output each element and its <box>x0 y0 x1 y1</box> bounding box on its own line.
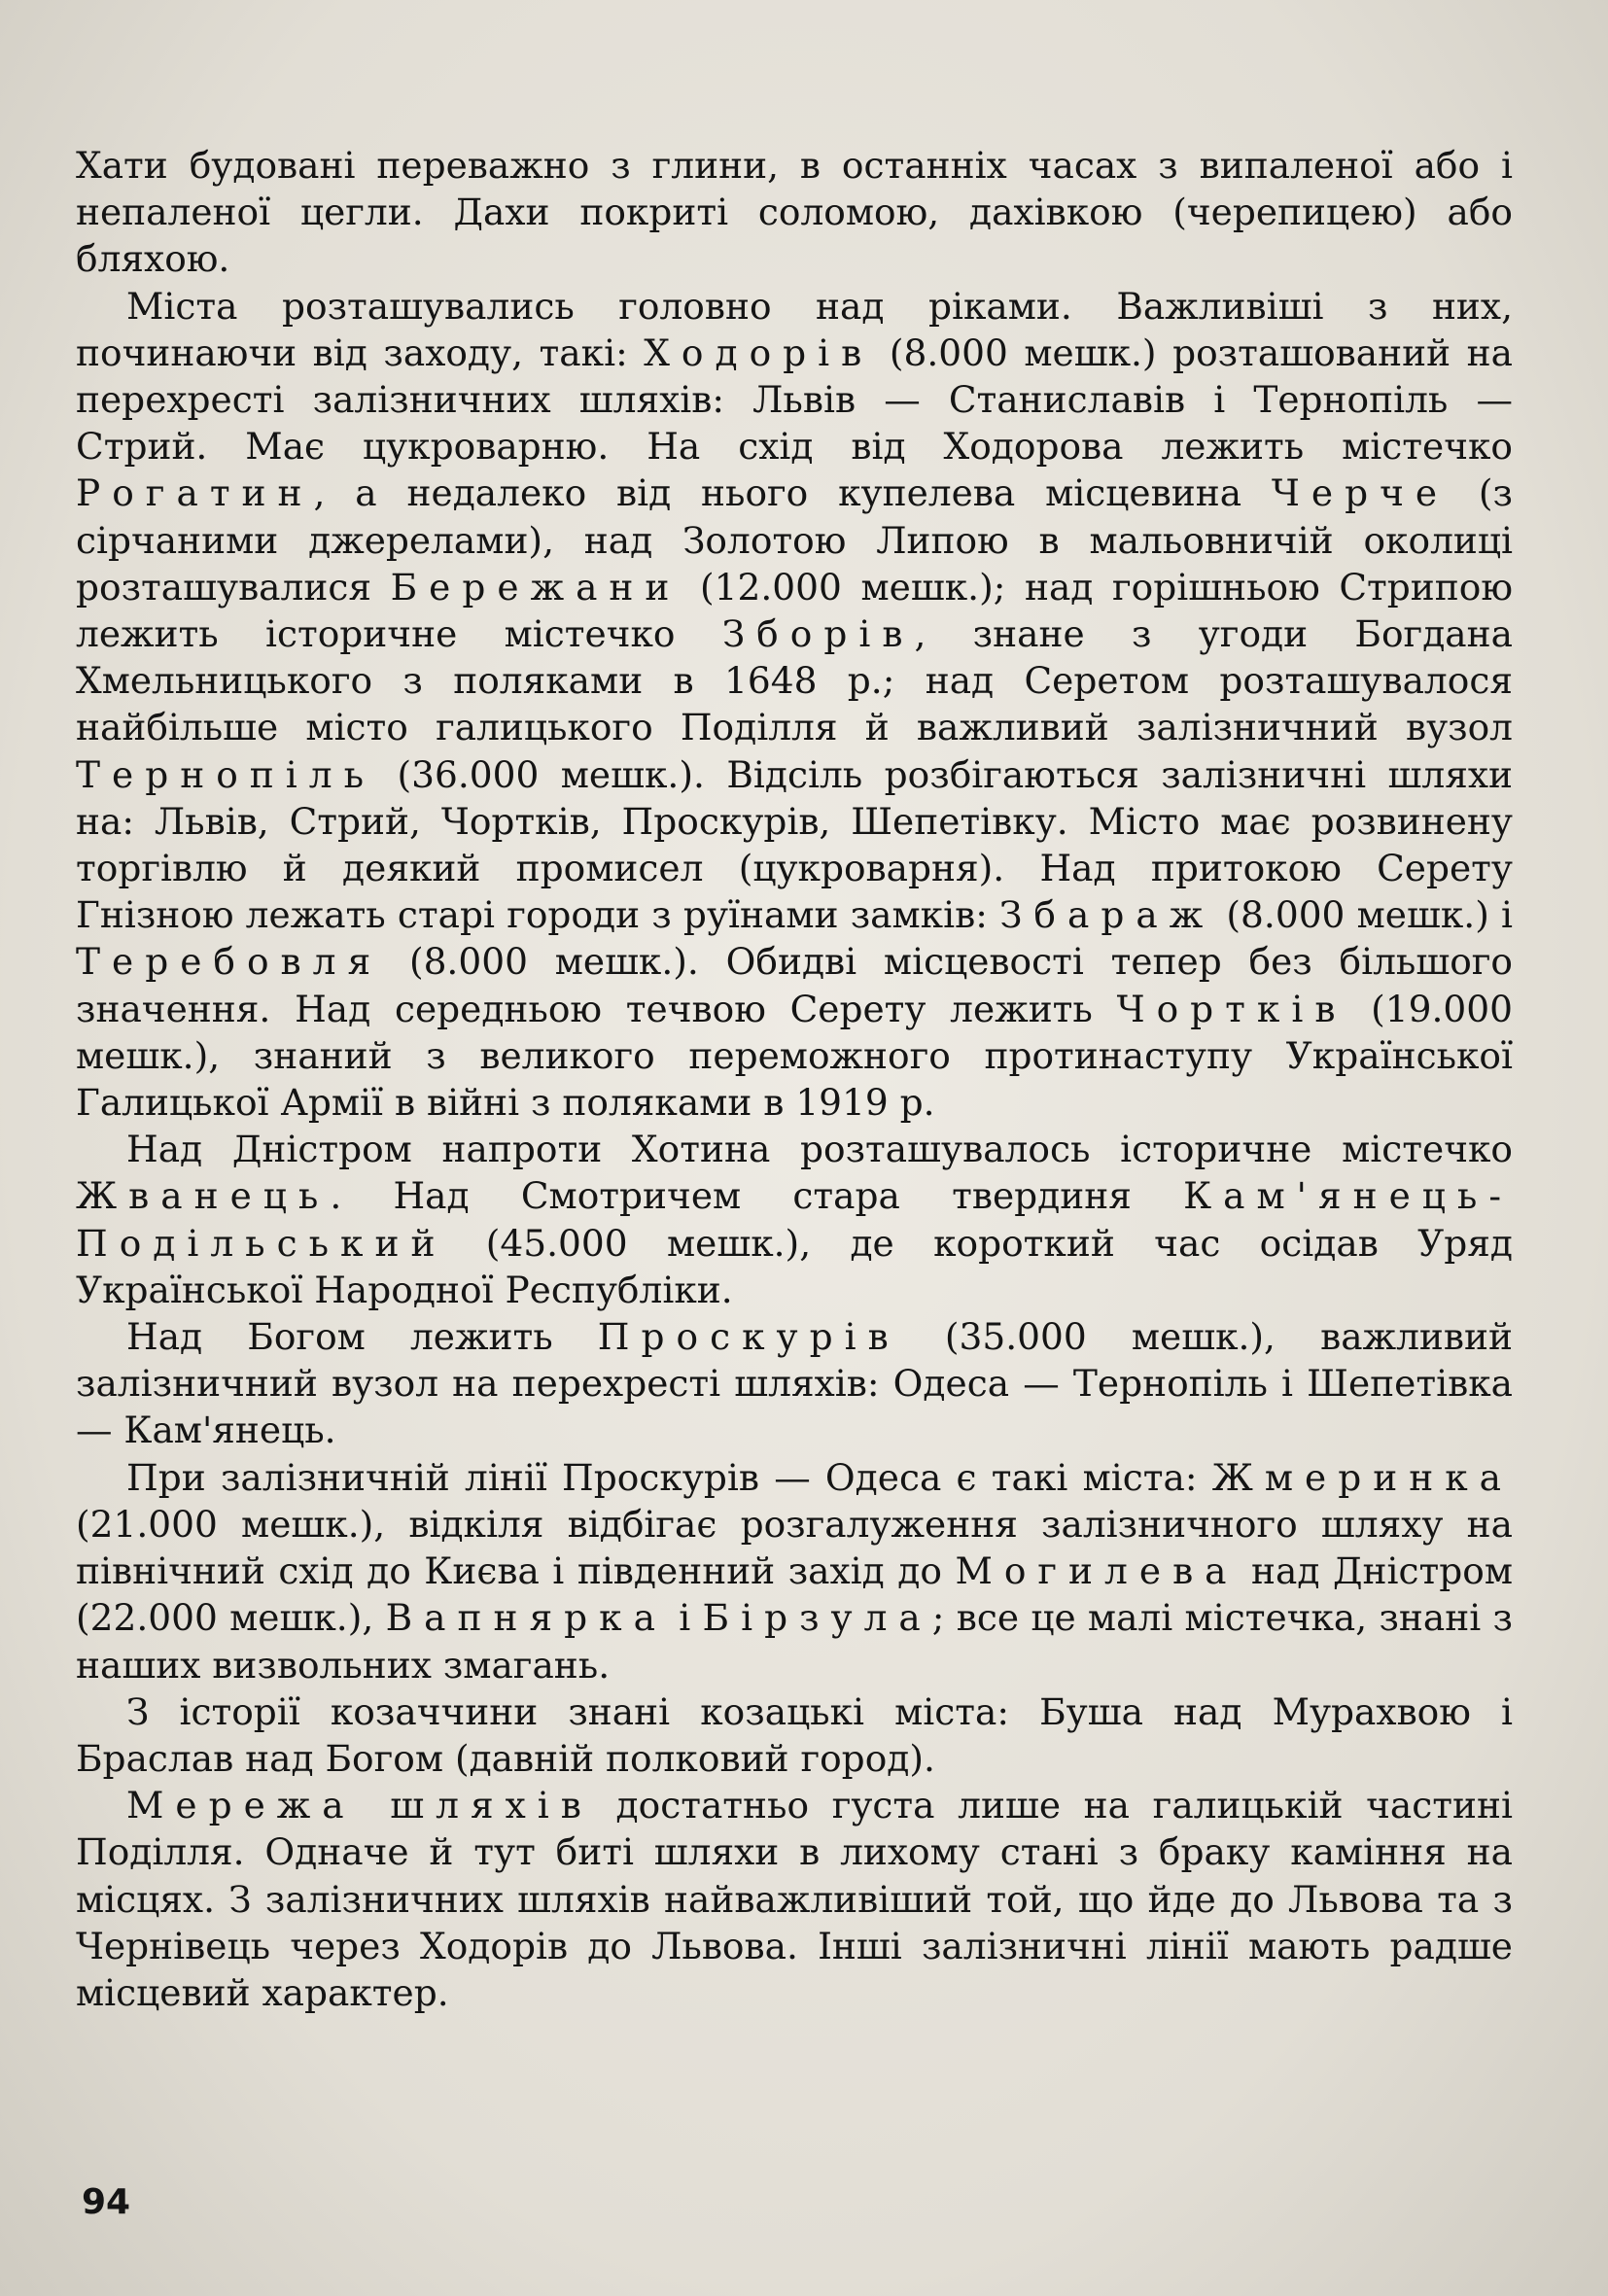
spaced-emphasis-text: Ходорів <box>644 330 874 374</box>
text-run: Над Дністром напроти Хотина розташувалось історичне містечко <box>126 1128 1513 1171</box>
text-run: і <box>666 1596 703 1640</box>
spaced-emphasis-text: Могилева <box>955 1549 1239 1593</box>
page-number: 94 <box>82 2182 131 2222</box>
spaced-emphasis-text: Тернопіль <box>76 752 376 796</box>
paragraph <box>76 1454 1513 1688</box>
paragraph <box>76 142 1513 283</box>
text-run: Міста розташувались головно над ріками. Важливіші з них, починаючи від заходу, такі: <box>76 284 1513 374</box>
spaced-emphasis-text: Теребовля <box>76 940 383 984</box>
spaced-emphasis-text: Зборів <box>721 612 915 656</box>
text-run: (8.000 мешк.). Обидві місцевості тепер без більшого значення. Над середньою течвою Серету лежить <box>76 940 1513 1030</box>
paragraph <box>76 1688 1513 1782</box>
text-run: Хати будовані переважно з глини, в останніх часах з випаленої або і непаленої цегли. Дахи покриті соломою, дахівкою (черепицею) або бляхою. <box>76 144 1513 281</box>
text-run: (45.000 мешк.), де короткий час осідав Уряд Української Народної Республіки. <box>76 1221 1513 1311</box>
spaced-emphasis-text: Бірзула <box>702 1596 932 1640</box>
spaced-emphasis-text: Збараж <box>999 893 1215 937</box>
spaced-emphasis-text: Проскурів <box>597 1315 900 1359</box>
text-run: (36.000 мешк.). Відсіль розбігаються залізничні шляхи на: Львів, Стрий, Чортків, Проскурів, Шепетівку. Місто має розвинену торгівлю й деякий промисел (цукроварня). Над притокою Серету Гнізною лежать старі городи з руїнами замків: <box>76 752 1513 937</box>
text-run: (21.000 мешк.), відкіля відбігає розгалуження залізничного шляху на північний схід до Києва і південний захід до <box>76 1502 1513 1593</box>
spaced-emphasis-text: Жмеринка <box>1211 1455 1513 1499</box>
spaced-emphasis-text: Кам'янець-Подільський <box>76 1174 1513 1265</box>
text-run: над Дністром (22.000 мешк.), <box>76 1549 1513 1640</box>
spaced-emphasis-text: Рогатин <box>76 471 314 515</box>
text-run: Над Богом лежить <box>126 1315 598 1359</box>
paragraph <box>76 1782 1513 2016</box>
spaced-emphasis-text: Вапнярка <box>385 1596 667 1640</box>
text-run: При залізничній лінії Проскурів — Одеса є такі міста: <box>126 1455 1212 1499</box>
spaced-emphasis-text: Бережани <box>390 565 682 609</box>
text-run: (з сірчаними джерелами), над Золотою Липою в мальовничій околиці розташувалися <box>76 471 1513 609</box>
text-run: . Над Смотричем стара твердиня <box>330 1174 1184 1218</box>
text-run: (8.000 мешк.) розташований на перехресті залізничних шляхів: Львів — Станиславів і Тернопіль — Стрий. Має цукроварню. На схід від Ходорова лежить містечко <box>76 330 1513 469</box>
text-run: достатньо густа лише на галицькій частині Поділля. Одначе й тут биті шляхи в лихому стані з браку каміння на місцях. З залізничних шляхів найважливіший той, що йде до Львова та з Чернівець через Ходорів до Львова. Інші залізничні лінії мають радше місцевий характер. <box>76 1784 1513 2014</box>
text-run: , знане з угоди Богдана Хмельницького з поляками в 1648 р.; над Серетом розташувалося найбільше місто галицького Поділля й важливий залізничний вузол <box>76 612 1514 749</box>
spaced-emphasis-text: Жванець <box>76 1174 331 1218</box>
paragraph <box>76 1313 1513 1454</box>
spaced-emphasis-text: Черче <box>1271 471 1450 515</box>
text-run: (12.000 мешк.); над горішньою Стрипою лежить історичне містечко <box>76 565 1513 656</box>
body-text <box>76 142 1513 2016</box>
text-run: ; все це малі містечка, знані з наших визвольних змагань. <box>76 1596 1514 1687</box>
text-run: (35.000 мешк.), важливий залізничний вузол на перехресті шляхів: Одеса — Тернопіль і Шепетівка — Кам'янець. <box>76 1315 1514 1452</box>
text-run: З історії козаччини знані козацькі міста: Буша над Мурахвою і Браслав над Богом (давній полковий город). <box>76 1689 1513 1780</box>
spaced-emphasis-text: Мережа шляхів <box>126 1784 593 1827</box>
text-run: (8.000 мешк.) і <box>1214 893 1514 937</box>
paragraph <box>76 283 1513 1127</box>
spaced-emphasis-text: Чортків <box>1116 987 1347 1030</box>
paragraph <box>76 1126 1513 1313</box>
text-run: (19.000 мешк.), знаний з великого переможного протинаступу Української Галицької Армії в війні з поляками в 1919 р. <box>76 987 1514 1125</box>
text-run: , а недалеко від нього купелева місцевина <box>313 471 1272 515</box>
